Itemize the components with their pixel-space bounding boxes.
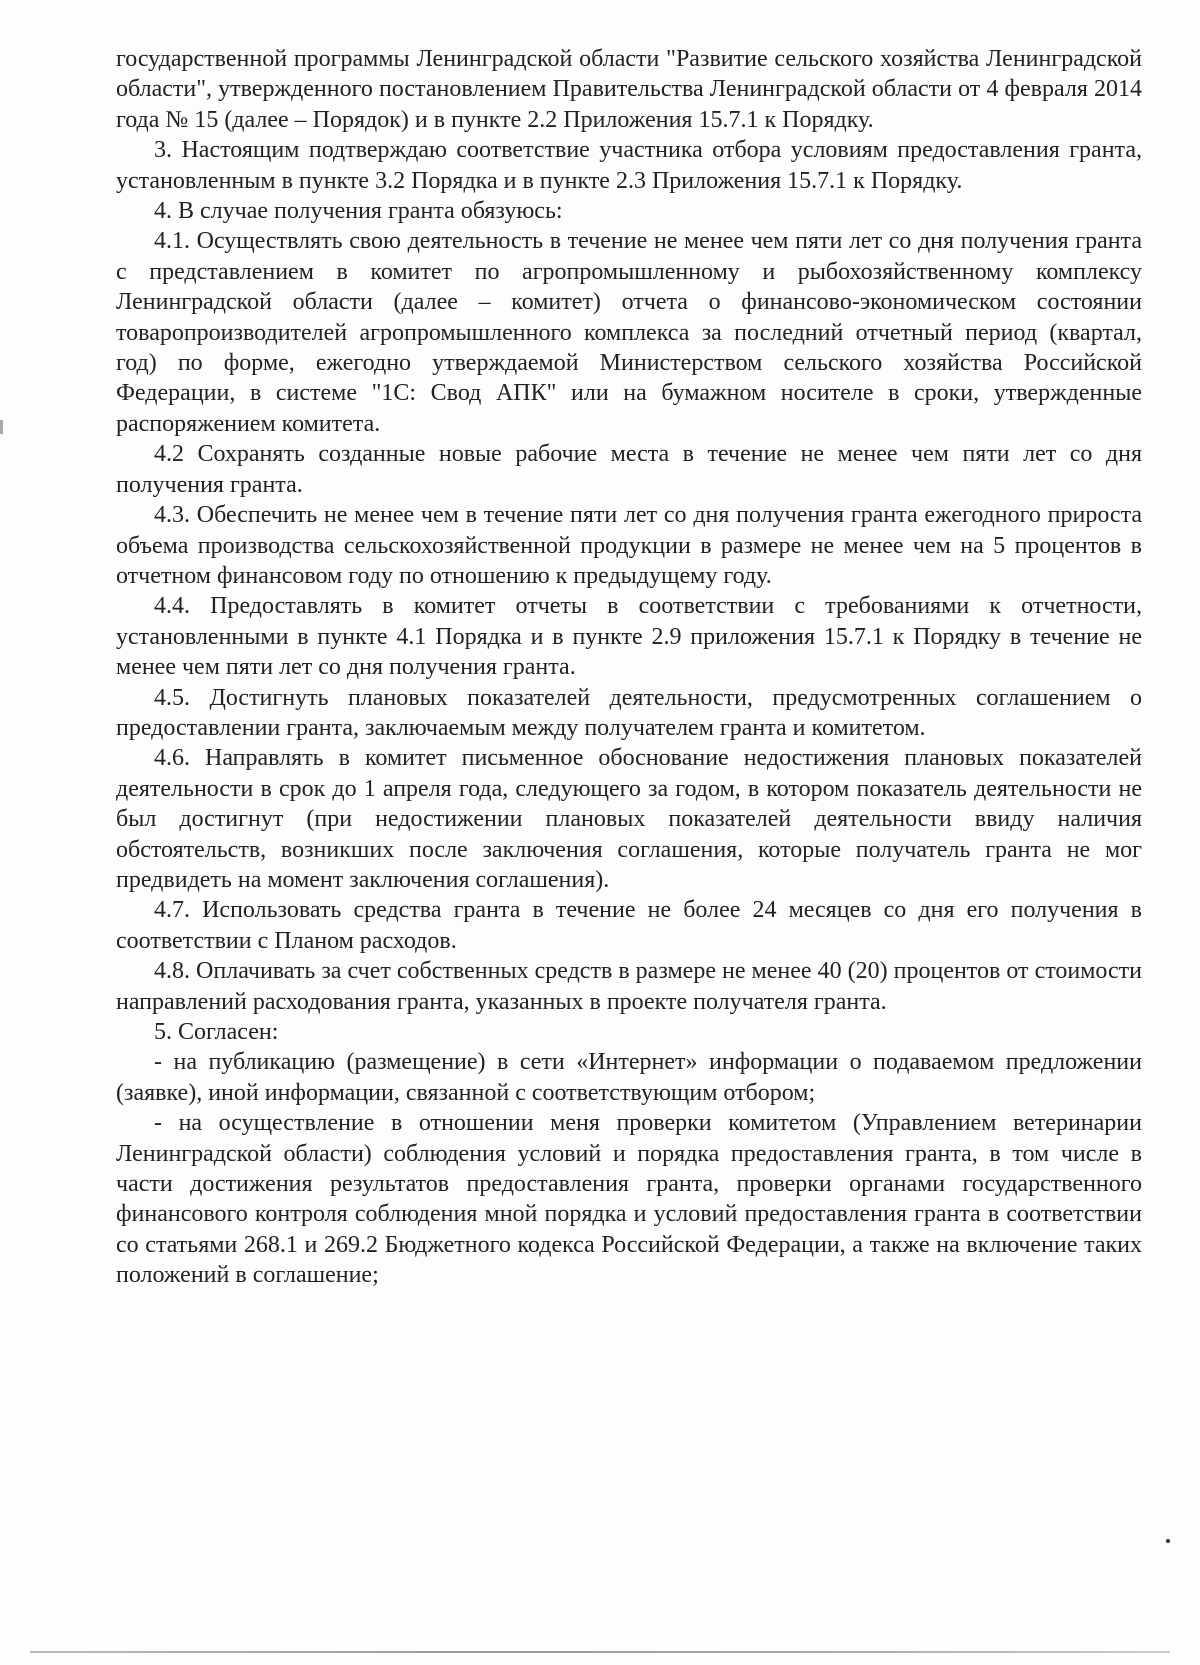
scan-margin-mark [0, 420, 3, 434]
paragraph-4-8: 4.8. Оплачивать за счет собственных средств в размере не менее 40 (20) процентов от стоимости направлений расходования гранта, указанных в проекте получателя гранта. [116, 958, 1142, 1015]
paragraph-4-2: 4.2 Сохранять созданные новые рабочие места в течение не менее чем пяти лет со дня получения гранта. [116, 441, 1142, 498]
paragraph-4: 4. В случае получения гранта обязуюсь: [154, 198, 563, 225]
paragraph-4-1: 4.1. Осуществлять свою деятельность в течение не менее чем пяти лет со дня получения гранта с представлением в комитет по агропромышленному и рыбохозяйственному комплексу Ленинградской области (далее – комитет) отчета о финансово-экономическом состоянии товаропроизводителей агропромышленного комплекса за последний отчетный период (квартал, год) по форме, ежегодно утверждаемой Министерством сельского хозяйства Российской Федерации, в системе "1С: Свод АПК" или на бумажном носителе в сроки, утвержденные распоряжением комитета. [116, 228, 1142, 437]
paragraph-4-4: 4.4. Предоставлять в комитет отчеты в соответствии с требованиями к отчетности, установленными в пункте 4.1 Порядка и в пункте 2.9 приложения 15.7.1 к Порядку в течение не менее чем пяти лет со дня получения гранта. [116, 593, 1142, 681]
paragraph-intro-continuation: государственной программы Ленинградской области "Развитие сельского хозяйства Ленинградской области", утвержденного постановлением Правительства Ленинградской области от 4 февраля 2014 года № 15 (далее – Порядок) и в пункте 2.2 Приложения 15.7.1 к Порядку. [116, 46, 1142, 133]
paragraph-3: 3. Настоящим подтверждаю соответствие участника отбора условиям предоставления гранта, установленным в пункте 3.2 Порядка и в пункте 2.3 Приложения 15.7.1 к Порядку. [116, 137, 1142, 194]
scan-bottom-edge [30, 1651, 1170, 1653]
scan-speck [1166, 1539, 1170, 1543]
paragraph-4-5: 4.5. Достигнуть плановых показателей деятельности, предусмотренных соглашением о предоставлении гранта, заключаемым между получателем гранта и комитетом. [116, 684, 1142, 741]
paragraph-5-item-1: - на публикацию (размещение) в сети «Интернет» информации о подаваемом предложении (заявке), иной информации, связанной с соответствующим отбором; [116, 1049, 1142, 1106]
paragraph-5-item-2: - на осуществление в отношении меня проверки комитетом (Управлением ветеринарии Ленинградской области) соблюдения условий и порядка предоставления гранта, в том числе в части достижения результатов предоставления гранта, проверки органами государственного финансового контроля соблюдения мной порядка и условий предоставления гранта в соответствии со статьями 268.1 и 269.2 Бюджетного кодекса Российской Федерации, а также на включение таких положений в соглашение; [116, 1110, 1142, 1289]
paragraph-4-6: 4.6. Направлять в комитет письменное обоснование недостижения плановых показателей деятельности в срок до 1 апреля года, следующего за годом, в котором показатель деятельности не был достигнут (при недостижении плановых показателей деятельности ввиду наличия обстоятельств, возникших после заключения соглашения, которые получатель гранта не мог предвидеть на момент заключения соглашения). [116, 745, 1142, 893]
paragraph-4-7: 4.7. Использовать средства гранта в течение не более 24 месяцев со дня его получения в соответствии с Планом расходов. [116, 897, 1142, 954]
paragraph-5: 5. Согласен: [154, 1019, 279, 1045]
paragraph-4-3: 4.3. Обеспечить не менее чем в течение пяти лет со дня получения гранта ежегодного прироста объема производства сельскохозяйственной продукции в размере не менее чем на 5 процентов в отчетном финансовом году по отношению к предыдущему году. [116, 502, 1142, 589]
